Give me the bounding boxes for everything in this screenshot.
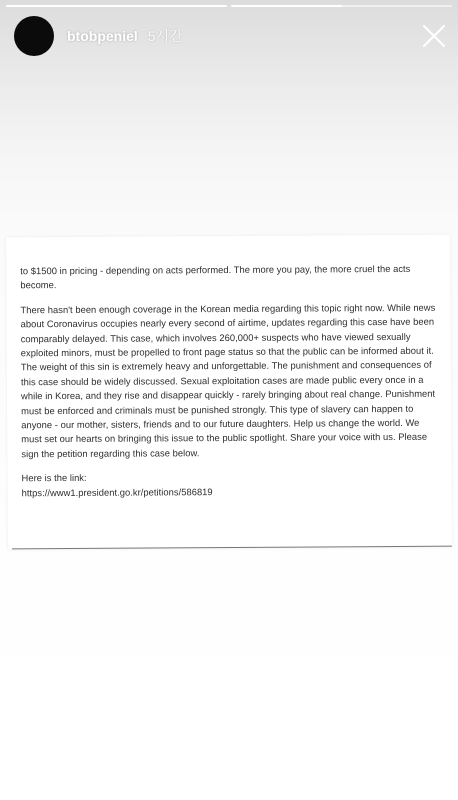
progress-fill-2 <box>231 5 342 7</box>
document-photo <box>6 235 452 550</box>
progress-fill-1 <box>6 5 227 7</box>
document-text <box>20 262 441 501</box>
petition-link: https://www1.president.go.kr/petitions/586819 <box>21 485 213 498</box>
close-button[interactable] <box>420 22 448 50</box>
story-progress-bar <box>6 5 452 7</box>
post-time: 5시간 <box>147 28 183 44</box>
story-header <box>14 16 448 56</box>
link-label: Here is the link: <box>21 472 87 484</box>
username[interactable]: btobpeniel <box>67 28 138 44</box>
progress-segment-1 <box>6 5 227 7</box>
document-paragraph-1: to $1500 in pricing - depending on acts performed. The more you pay, the more cruel the acts become. <box>20 262 411 291</box>
document-paragraph-2: There hasn't been enough coverage in the Korean media regarding this topic right now. While news about Coronavirus occupies nearly every second of airtime, updates regarding this case have been comparably delayed. This case, which involves 260,000+ suspects who have viewed sexually exploited minors, must be propelled to front page status so that the public can be informed about it. The weight of this sin is extremely heavy and unforgettable. The punishment and consequences of this case should be widely discussed. Sexual exploitation cases are made public every once in a while in Korea, and they rise and disappear quickly - rarely bringing about real change. Punishment must be enforced and criminals must be punished strongly. This type of slavery can happen to anyone - our mother, sisters, friends and to our future daughters. Help us change the world. We must set our hearts on bringing this issue to the public spotlight. Share your voice with us. Please sign the petition regarding this case below. <box>20 301 436 460</box>
progress-segment-2 <box>231 5 452 7</box>
close-icon <box>420 22 448 50</box>
avatar[interactable] <box>14 16 54 56</box>
